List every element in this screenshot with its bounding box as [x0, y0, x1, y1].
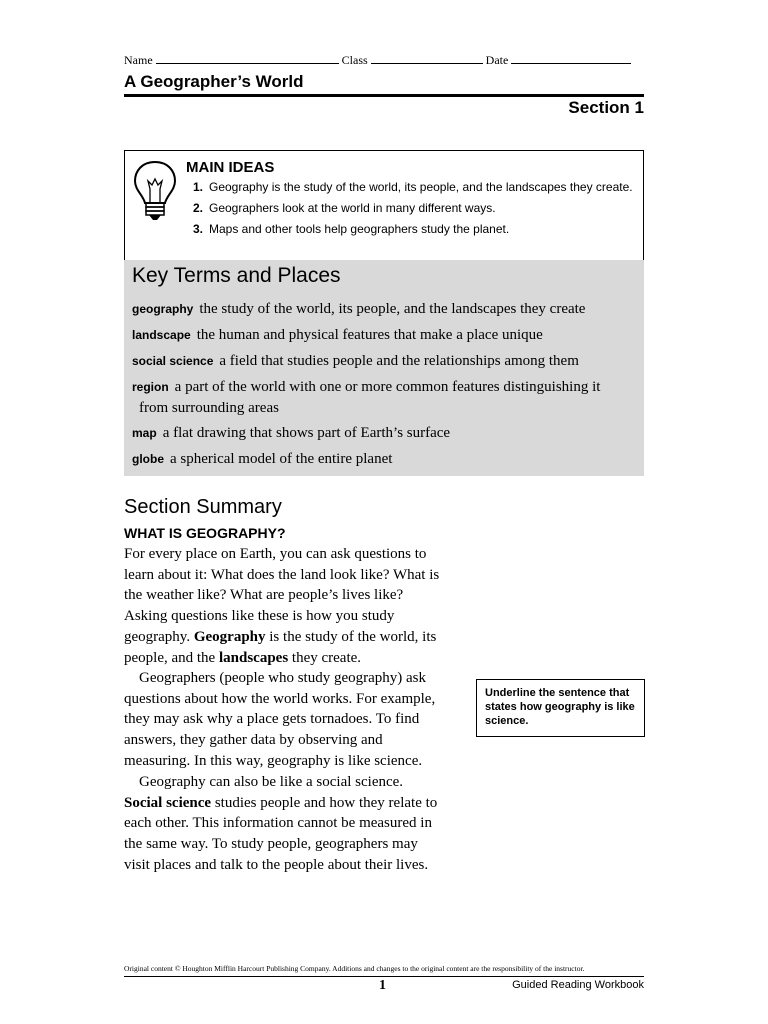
name-label: Name [124, 53, 153, 67]
class-label: Class [341, 53, 368, 67]
main-idea-text: Maps and other tools help geographers study the planet. [209, 222, 510, 236]
key-term-definition: the human and physical features that make a place unique [196, 327, 543, 343]
key-term-row [132, 423, 632, 444]
student-info-line [124, 52, 644, 68]
key-term: social science [132, 354, 214, 368]
key-term: map [132, 426, 157, 440]
date-field[interactable] [511, 52, 631, 64]
summary-paragraph-3 [124, 772, 444, 876]
key-terms-heading: Key Terms and Places [132, 264, 341, 287]
key-term-definition-continued: from surrounding areas [139, 400, 279, 416]
main-idea-number: 1. [193, 180, 204, 194]
paragraph-text: Geography can also be like a social science. [139, 774, 404, 790]
copyright-credit: Original content © Houghton Mifflin Harcourt Publishing Company. Additions and changes to the original content are the responsibility of the instructor. [124, 964, 585, 973]
section-label: Section 1 [568, 98, 644, 117]
paragraph-text: For every place on Earth, you can ask questions to learn about it: What does the land look like? What is the weather like? What are people’s lives like? Asking questions like these is how you study geography. [124, 546, 440, 645]
key-term: geography [132, 302, 194, 316]
date-label: Date [485, 53, 509, 67]
key-term-definition: a field that studies people and the relationships among them [219, 353, 579, 369]
summary-paragraph-2: Geographers (people who study geography) ask questions about how the world works. For example, they may ask why a place gets tornadoes. To find answers, they gather data by observing and measuring. In this way, geography is like science. [124, 670, 436, 769]
margin-note: Underline the sentence that states how geography is like science. [476, 679, 645, 737]
key-term-row [132, 351, 632, 372]
bold-term: landscapes [218, 649, 289, 666]
paragraph-text: studies people and how they relate to each other. This information cannot be measured in the same way. To study people, geographers may visit places and talk to the people about their lives. [124, 794, 438, 873]
title-rule [124, 94, 644, 97]
summary-subheading: WHAT IS GEOGRAPHY? [124, 525, 286, 541]
main-idea-number: 3. [193, 222, 204, 236]
key-term-definition: a flat drawing that shows part of Earth’s surface [162, 425, 451, 441]
key-term-row [132, 449, 632, 470]
key-term-definition: a spherical model of the entire planet [170, 451, 393, 467]
bold-term: Geography [193, 628, 266, 645]
main-idea-text: Geographers look at the world in many different ways. [209, 201, 496, 215]
main-idea-text: Geography is the study of the world, its people, and the landscapes they create. [209, 180, 633, 194]
main-idea-item [193, 221, 633, 237]
key-term: region [132, 380, 169, 394]
main-idea-number: 2. [193, 201, 204, 215]
key-term-definition: a part of the world with one or more common features distinguishing it [174, 379, 601, 395]
class-field[interactable] [371, 52, 483, 64]
paragraph-text: is the study of the world, its people, and the [124, 628, 437, 666]
key-term: globe [132, 452, 164, 466]
page-number: 1 [379, 978, 386, 993]
paragraph-text: they create. [288, 649, 362, 666]
main-ideas-heading: MAIN IDEAS [186, 159, 275, 176]
section-summary-heading: Section Summary [124, 496, 282, 518]
key-terms-box [124, 260, 644, 476]
key-term: landscape [132, 328, 191, 342]
main-ideas-box [124, 150, 644, 261]
main-idea-item [193, 200, 633, 216]
lightbulb-icon [131, 159, 179, 223]
key-term-row [132, 377, 632, 419]
workbook-title: Guided Reading Workbook [512, 979, 644, 991]
page-title: A Geographer’s World [124, 72, 304, 91]
main-ideas-list [193, 179, 633, 242]
key-term-row [132, 299, 632, 320]
key-term-definition: the study of the world, its people, and the landscapes they create [199, 301, 586, 317]
key-term-row [132, 325, 632, 346]
bold-term: Social science [124, 794, 212, 811]
main-idea-item [193, 179, 633, 195]
summary-paragraph-1 [124, 544, 444, 668]
name-field[interactable] [156, 52, 339, 64]
footer-rule [124, 976, 644, 977]
